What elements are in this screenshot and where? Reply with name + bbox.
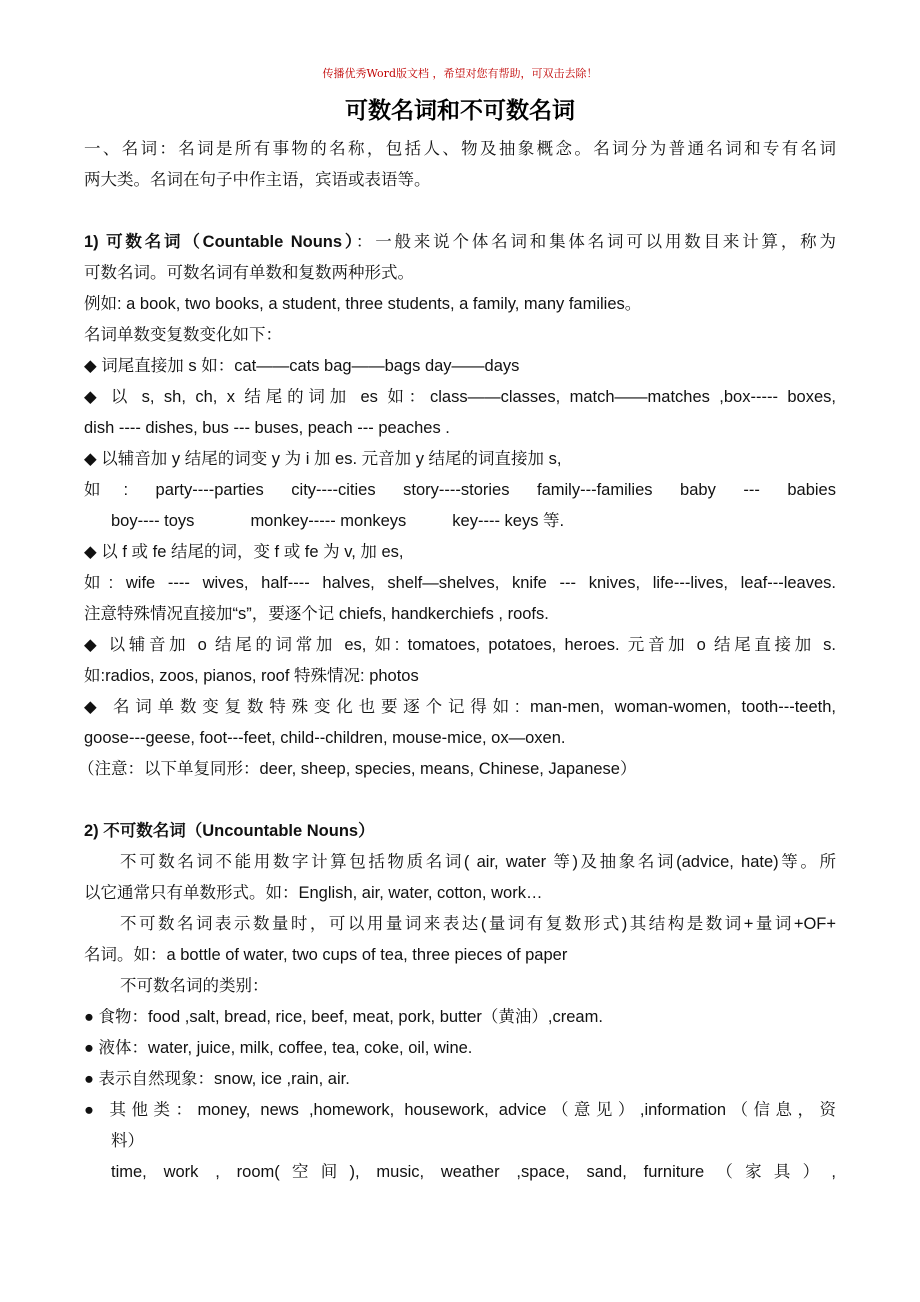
- example-row: [84, 509, 863, 533]
- section1-heading: 1) 可数名词（Countable Nouns）: [84, 233, 356, 251]
- note-line: 注意特殊情况直接加“s”，要逐个记 chiefs, handkerchiefs , roofs.: [84, 605, 549, 623]
- banner-note: 传播优秀Word版文档 ，希望对您有帮助，可双击去除！: [322, 67, 598, 80]
- example-row: [84, 478, 836, 502]
- paragraph-line: 名词。如：a bottle of water, two cups of tea, three pieces of paper: [84, 946, 568, 964]
- section1-heading-line: [84, 230, 836, 254]
- paragraph-line: 以它通常只有单数形式。如：English, air, water, cotton, work…: [84, 884, 543, 902]
- example-word: baby --- babies: [680, 481, 836, 499]
- note-line: （注意：以下单复同形：deer, sheep, species, means, Chinese, Japanese）: [78, 760, 637, 778]
- example-word: story----stories: [403, 481, 510, 499]
- rule-item: ◆ 词尾直接加 s 如：cat——cats bag——bags day——days: [84, 357, 520, 375]
- rule-item-continued: dish ---- dishes, bus --- buses, peach --- peaches .: [84, 419, 450, 437]
- example-word: key---- keys 等.: [452, 512, 565, 530]
- category-item: ● 液体：water, juice, milk, coffee, tea, coke, oil, wine.: [84, 1039, 473, 1057]
- example-line: goose---geese, foot---feet, child--children, mouse-mice, ox—oxen.: [84, 729, 566, 747]
- example-line: 如:radios, zoos, pianos, roof 特殊情况: photos: [84, 667, 419, 685]
- category-item-continued: time, work , room(空间), music, weather ,space, sand, furniture（家具）,: [111, 1163, 836, 1181]
- paragraph-line: 不可数名词不能用数字计算包括物质名词( air, water 等)及抽象名词(advice, hate)等。所: [120, 853, 836, 871]
- example-word: 如: party----parties: [84, 481, 264, 499]
- example-word: boy---- toys: [111, 512, 195, 530]
- example-line: 例如: a book, two books, a student, three students, a family, many families。: [84, 295, 642, 313]
- rule-item: ◆ 以辅音加 y 结尾的词变 y 为 i 加 es. 元音加 y 结尾的词直接加 s,: [84, 450, 562, 468]
- rule-item: ◆ 名词单数变复数特殊变化也要逐个记得如: man-men, woman-women, tooth---teeth,: [84, 698, 836, 716]
- example-word: monkey----- monkeys: [250, 512, 407, 530]
- category-item-continued: 料）: [111, 1132, 144, 1150]
- category-item: ● 食物：food ,salt, bread, rice, beef, meat, pork, butter（黄油）,cream.: [84, 1008, 603, 1026]
- paragraph-line: 不可数名词表示数量时，可以用量词来表达(量词有复数形式)其结构是数词+量词+OF+: [120, 915, 836, 933]
- rule-item: ◆ 以辅音加 o 结尾的词常加 es, 如: tomatoes, potatoes, heroes. 元音加 o 结尾直接加 s.: [84, 636, 836, 654]
- rule-item: ◆ 以 s, sh, ch, x 结尾的词加 es 如：class——classes, match——matches ,box----- boxes,: [84, 388, 836, 406]
- example-line: 如: wife ---- wives, half---- halves, shelf—shelves, knife --- knives, life---lives, leaf---leaves.: [84, 574, 836, 592]
- category-item: ● 其他类：money, news ,homework, housework, advice（意见）,information（信息，资: [84, 1101, 836, 1119]
- paragraph-line: 不可数名词的类别：: [120, 977, 269, 995]
- category-item: ● 表示自然现象：snow, ice ,rain, air.: [84, 1070, 350, 1088]
- example-word: family---families: [537, 481, 653, 499]
- example-word: city----cities: [291, 481, 376, 499]
- intro-line: 两大类。名词在句子中作主语，宾语或表语等。: [84, 171, 431, 189]
- page-title: 可数名词和不可数名词: [345, 97, 575, 123]
- text-line: 名词单数变复数变化如下：: [84, 326, 282, 344]
- section2-heading: 2) 不可数名词（Uncountable Nouns）: [84, 822, 375, 840]
- intro-line: 一、名词：名词是所有事物的名称，包括人、物及抽象概念。名词分为普通名词和专有名词: [84, 140, 836, 158]
- section1-heading-text: ：一般来说个体名词和集体名词可以用数目来计算，称为: [355, 233, 836, 251]
- text-line: 可数名词。可数名词有单数和复数两种形式。: [84, 264, 414, 282]
- rule-item: ◆ 以 f 或 fe 结尾的词，变 f 或 fe 为 v, 加 es,: [84, 543, 404, 561]
